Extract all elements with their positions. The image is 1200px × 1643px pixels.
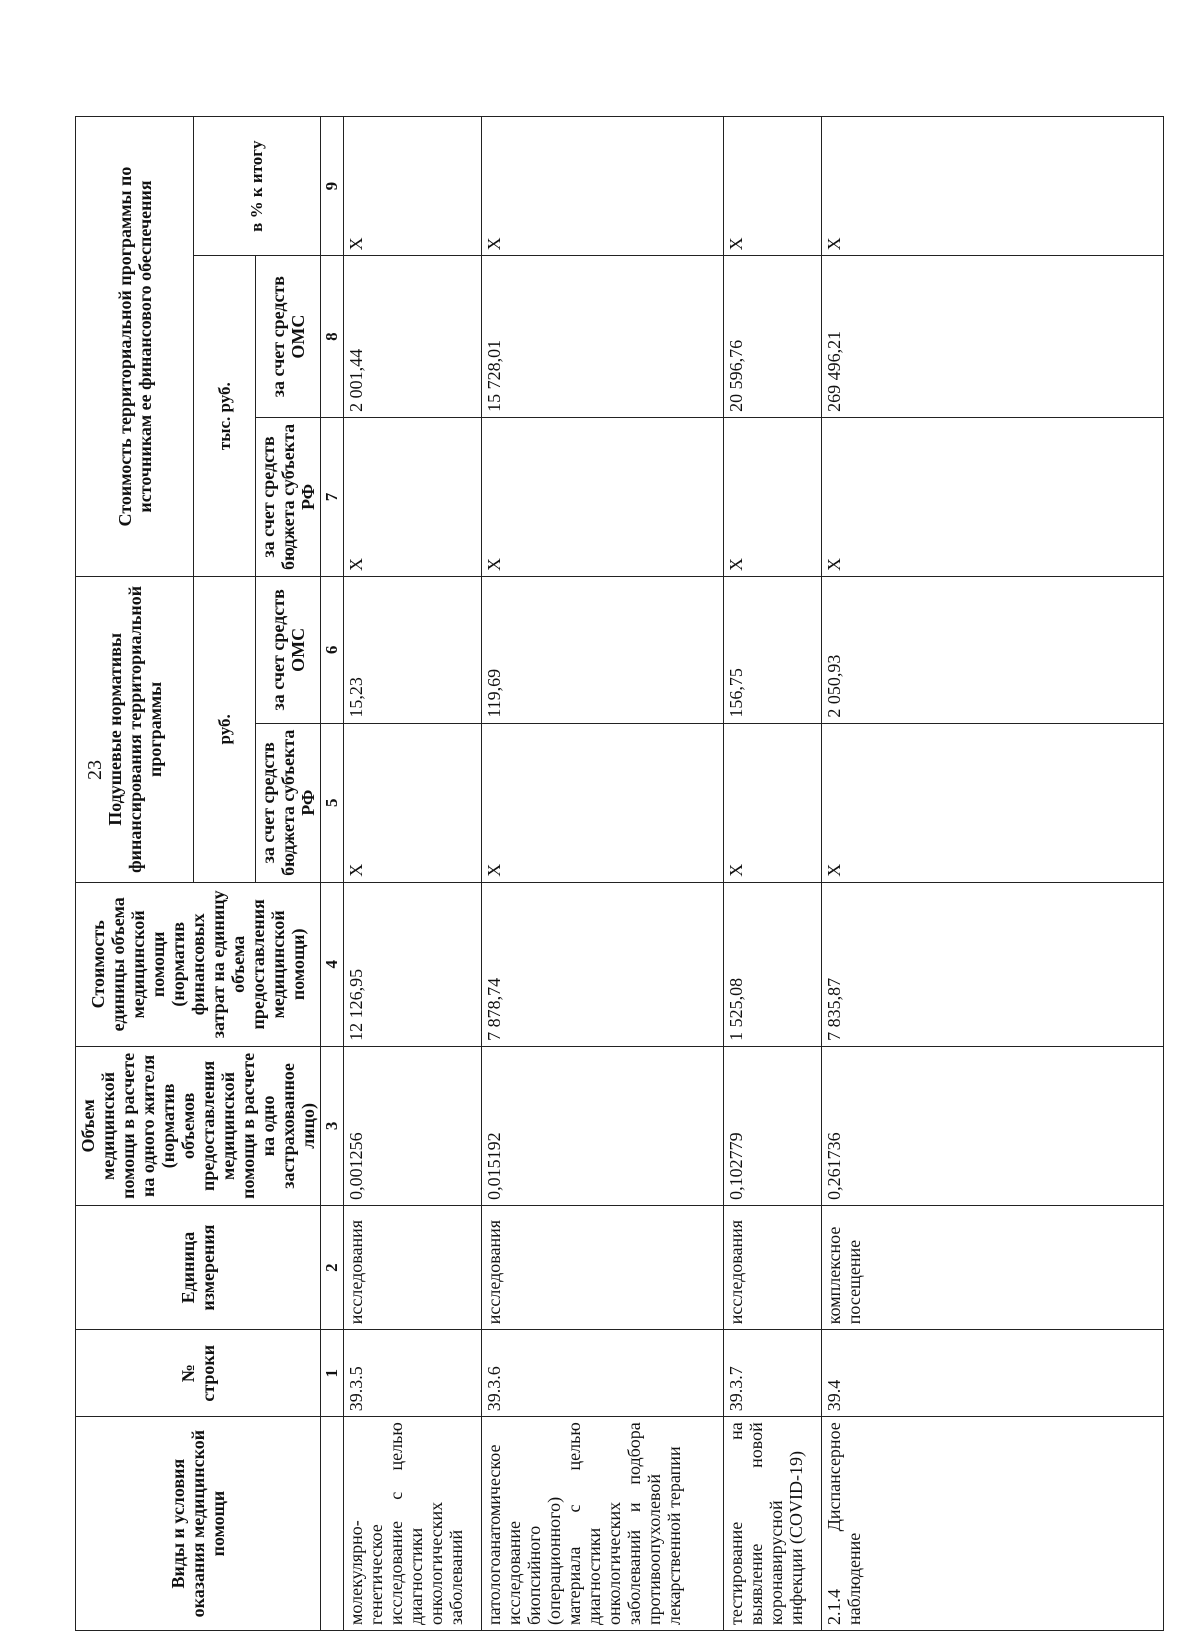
row-pc-budget: X <box>724 723 822 882</box>
row-volume: 0,102779 <box>724 1046 822 1205</box>
page-number-container <box>84 760 107 780</box>
row-pct: X <box>344 117 482 256</box>
row-tc-oms: 15 728,01 <box>482 256 724 418</box>
row-pc-oms: 15,23 <box>344 577 482 724</box>
rotated-page <box>75 116 1125 1631</box>
row-pc-oms: 119,69 <box>482 577 724 724</box>
header-row-no: № строки <box>76 1330 321 1417</box>
column-number: 6 <box>321 577 344 724</box>
table-row <box>482 117 724 1631</box>
header-unit: Единица измерения <box>76 1205 321 1329</box>
row-pct: X <box>822 117 1164 256</box>
row-number: 39.3.5 <box>344 1330 482 1417</box>
header-cost-unit: Стоимость единицы объема медицинской помощи (норматив финансовых затрат на единицу объема предоставления медицинской помощи) <box>76 882 321 1046</box>
financing-table <box>75 116 1164 1631</box>
row-unit: комплексное посещение <box>822 1205 1164 1329</box>
row-cost: 7 878,74 <box>482 882 724 1046</box>
row-unit: исследования <box>344 1205 482 1329</box>
row-tc-budget: X <box>344 417 482 576</box>
column-number: 7 <box>321 417 344 576</box>
row-pct: X <box>724 117 822 256</box>
row-number: 39.4 <box>822 1330 1164 1417</box>
header-per-capita: Подушевые нормативы финансирования территориальной программы <box>76 577 194 883</box>
header-budget-rf-2: за счет средств бюджета субъекта РФ <box>256 417 321 576</box>
row-cost: 1 525,08 <box>724 882 822 1046</box>
row-name: тестирование на выявление новой коронавирусной инфекции (COVID-19) <box>724 1417 822 1631</box>
row-unit: исследования <box>724 1205 822 1329</box>
header-percent: в % к итогу <box>194 117 321 256</box>
column-number: 8 <box>321 256 344 418</box>
row-volume: 0,261736 <box>822 1046 1164 1205</box>
row-name: молекулярно-генетическое исследование с целью диагностики онкологических заболеваний <box>344 1417 482 1631</box>
row-number: 39.3.6 <box>482 1330 724 1417</box>
header-budget-rf: за счет средств бюджета субъекта РФ <box>256 723 321 882</box>
header-types: Виды и условия оказания медицинской помощи <box>76 1417 321 1631</box>
row-pc-budget: X <box>482 723 724 882</box>
table-row <box>344 117 482 1631</box>
row-unit: исследования <box>482 1205 724 1329</box>
row-name: патологоанатомическое исследование биопсийного (операционного) материала с целью диагностики онкологических заболеваний и подбора противоопухолевой лекарственной терапии <box>482 1417 724 1631</box>
header-oms-2: за счет средств ОМС <box>256 256 321 418</box>
row-pc-budget: X <box>344 723 482 882</box>
header-per-capita-unit: руб. <box>194 577 256 883</box>
table-row <box>724 117 822 1631</box>
column-number: 5 <box>321 723 344 882</box>
column-number <box>321 1417 344 1631</box>
column-number: 1 <box>321 1330 344 1417</box>
column-number: 2 <box>321 1205 344 1329</box>
row-tc-oms: 269 496,21 <box>822 256 1164 418</box>
row-tc-budget: X <box>482 417 724 576</box>
row-name: 2.1.4 Диспансерное наблюдение <box>822 1417 1164 1631</box>
header-program-cost: Стоимость территориальной программы по источникам ее финансового обеспечения <box>76 117 194 577</box>
row-tc-budget: X <box>822 417 1164 576</box>
header-volume: Объем медицинской помощи в расчете на одного жителя (норматив объемов предоставления медицинской помощи в расчете на одно застрахованное лицо) <box>76 1046 321 1205</box>
row-cost: 12 126,95 <box>344 882 482 1046</box>
row-tc-budget: X <box>724 417 822 576</box>
row-tc-oms: 2 001,44 <box>344 256 482 418</box>
row-pc-budget: X <box>822 723 1164 882</box>
row-tc-oms: 20 596,76 <box>724 256 822 418</box>
page-number: 23 <box>84 760 106 780</box>
row-pct: X <box>482 117 724 256</box>
header-program-cost-unit: тыс. руб. <box>194 256 256 577</box>
row-pc-oms: 156,75 <box>724 577 822 724</box>
row-cost: 7 835,87 <box>822 882 1164 1046</box>
row-volume: 0,015192 <box>482 1046 724 1205</box>
row-volume: 0,001256 <box>344 1046 482 1205</box>
header-oms: за счет средств ОМС <box>256 577 321 724</box>
column-number: 3 <box>321 1046 344 1205</box>
row-pc-oms: 2 050,93 <box>822 577 1164 724</box>
column-number: 9 <box>321 117 344 256</box>
table-row <box>822 117 1164 1631</box>
column-number: 4 <box>321 882 344 1046</box>
row-number: 39.3.7 <box>724 1330 822 1417</box>
